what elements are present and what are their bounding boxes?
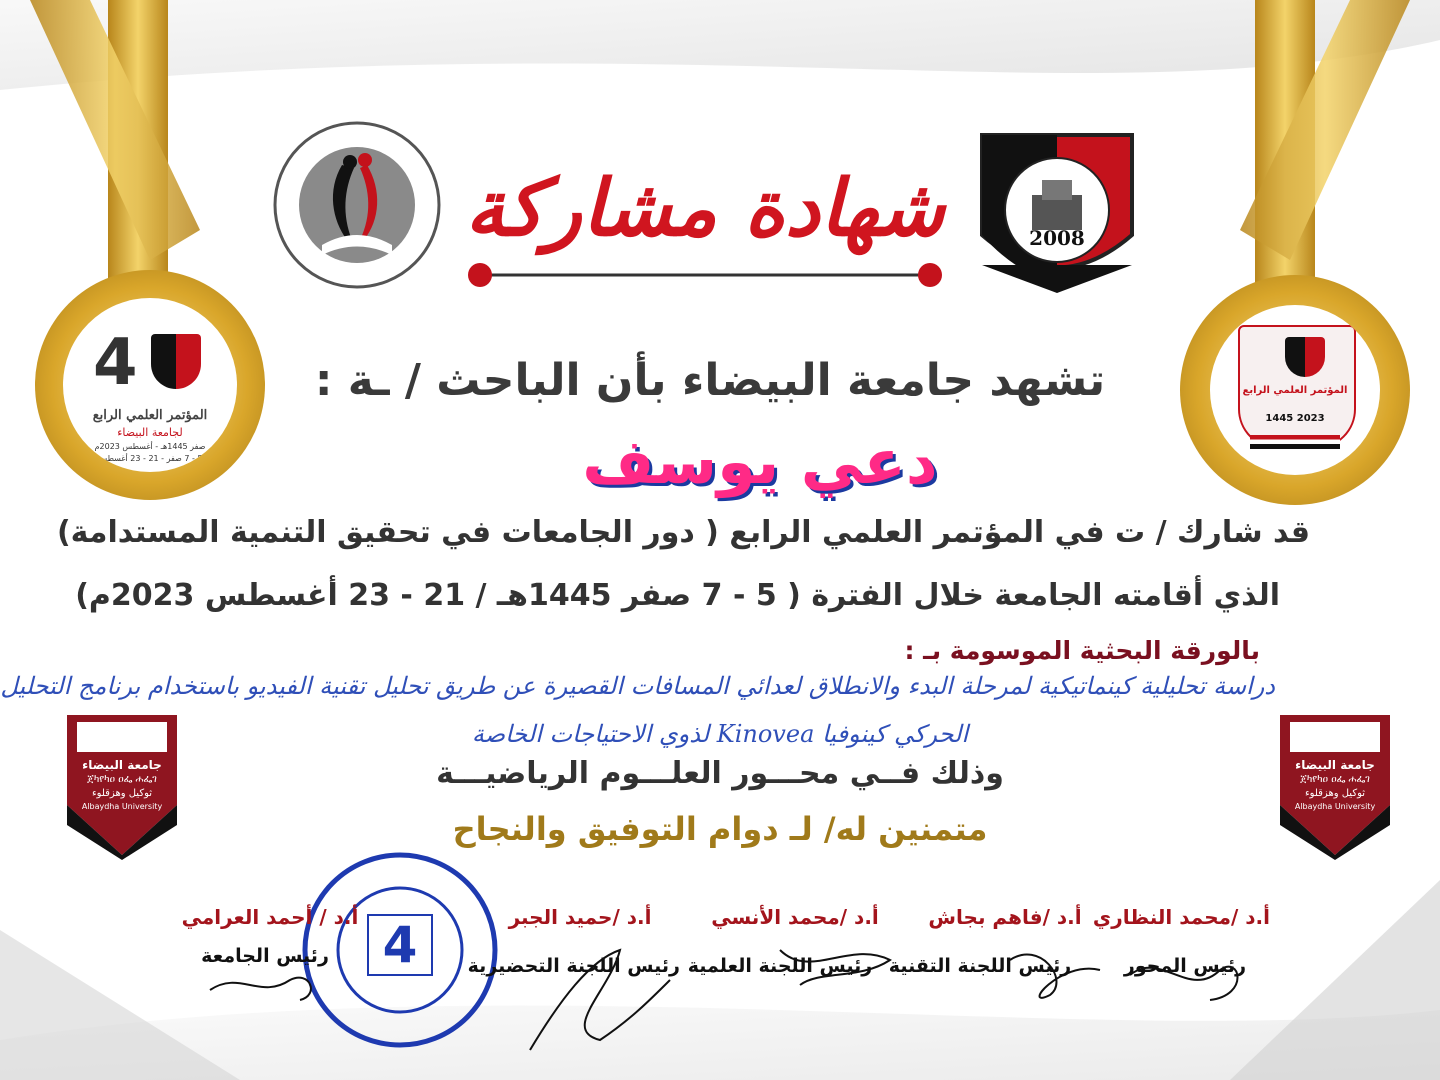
- left-medal-number: 4: [93, 326, 138, 400]
- signature-1: [1130, 967, 1238, 1000]
- signatory-4-name: أ.د /حميد الجبر: [508, 905, 652, 929]
- top-swoosh: [0, 0, 1440, 90]
- left-medal-subtitle: لجامعة البيضاء: [117, 426, 183, 439]
- signature-3: [780, 950, 890, 985]
- right-shield-shape: [1275, 710, 1395, 860]
- signatory-1-name: أ.د /محمد النظاري: [1092, 905, 1270, 929]
- right-medal-flag-stripes: [1250, 435, 1340, 449]
- period-statement: الذي أقامته الجامعة خلال الفترة ( 5 - 7 صفر 1445هـ / 21 - 23 أغسطس 2023م): [75, 578, 1280, 613]
- right-medal-inner: [1210, 305, 1380, 475]
- left-shield-arabic-2: ثوكيل وهزقلوء: [91, 788, 153, 799]
- left-shield-ethiopic: ጀካየካዐ ዐፌ ሐፌገ: [87, 774, 157, 785]
- left-shield-english: Albaydha University: [81, 802, 163, 811]
- left-medal-inner: [63, 298, 237, 472]
- left-medal-title: المؤتمر العلمي الرابع: [92, 408, 208, 423]
- signatory-3-role: رئيس اللجنة العلمية: [687, 955, 873, 977]
- left-medal-shield-icon: [151, 334, 201, 389]
- signatory-1-role: رئيس المحور: [1123, 955, 1247, 977]
- left-shield-shape: [62, 710, 182, 860]
- right-medal-logo-icon: [1285, 337, 1325, 377]
- signature-4: [530, 950, 670, 1050]
- left-side-shield: [62, 710, 182, 860]
- paper-title-line-1: دراسة تحليلية كينماتيكية لمرحلة البدء والانطلاق لعدائي المسافات القصيرة عن طريق تحليل تقنية الفيديو باستخدام برنامج التحليل: [0, 672, 1275, 700]
- paper-intro: بالورقة البحثية الموسومة بـ :: [904, 636, 1260, 665]
- wish-statement: متمنين له/ لـ دوام التوفيق والنجاح: [452, 810, 988, 848]
- signatory-2-name: أ.د /فاهم بجاش: [928, 905, 1082, 929]
- certificate-title-art: [460, 110, 950, 300]
- signatory-2-role: رئيس اللجنة التقنية: [888, 955, 1072, 977]
- left-medal: [35, 270, 265, 500]
- signatory-3-name: أ.د /محمد الأنسي: [711, 905, 879, 929]
- stamp-number: 4: [382, 916, 418, 974]
- left-medal-dates-range: 5 - 7 صفر - 21 - 23 أغسطس: [97, 454, 203, 463]
- right-medal-title: المؤتمر العلمي الرابع: [1242, 385, 1348, 396]
- university-logo-year: 2008: [1029, 226, 1085, 250]
- ministry-logo: [272, 120, 442, 290]
- recipient-name: دعي يوسف: [582, 425, 938, 498]
- right-side-shield: [1275, 710, 1395, 860]
- signatures-scribbles: [200, 940, 1280, 1060]
- right-shield-english: Albaydha University: [1294, 802, 1376, 811]
- right-medal-years: 2023 1445: [1265, 413, 1325, 424]
- left-medal-dates: صفر 1445هـ - أغسطس 2023م: [94, 442, 206, 451]
- signatory-5-role: رئيس الجامعة: [201, 945, 329, 967]
- right-shield-arabic-2: ثوكيل وهزقلوء: [1304, 788, 1366, 799]
- axis-statement: وذلك فــي محـــور العلـــوم الرياضيـــة: [436, 756, 1004, 791]
- right-shield-ethiopic: ጀካየካዐ ዐፌ ሐፌገ: [1300, 774, 1370, 785]
- certificate-title: شهادة مشاركة: [465, 163, 945, 254]
- paper-title-line-2: الحركي كينوفيا Kinovea لذوي الاحتياجات الخاصة: [471, 720, 969, 748]
- signature-2: [1010, 955, 1100, 998]
- participation-statement: قد شارك / ت في المؤتمر العلمي الرابع ( دور الجامعات في تحقيق التنمية المستدامة): [56, 515, 1310, 550]
- signatory-4-role: رئيس اللجنة التحضيرية: [467, 955, 680, 977]
- left-shield-arabic: جامعة البيضاء: [82, 758, 162, 772]
- certify-statement: تشهد جامعة البيضاء بأن الباحث / ـة :: [314, 355, 1106, 406]
- right-shield-arabic: جامعة البيضاء: [1295, 758, 1375, 772]
- university-logo: [962, 125, 1152, 295]
- signatory-5-name: أ.د / أحمد العرامي: [181, 905, 359, 929]
- right-medal: [1180, 275, 1410, 505]
- signature-5: [210, 978, 311, 1000]
